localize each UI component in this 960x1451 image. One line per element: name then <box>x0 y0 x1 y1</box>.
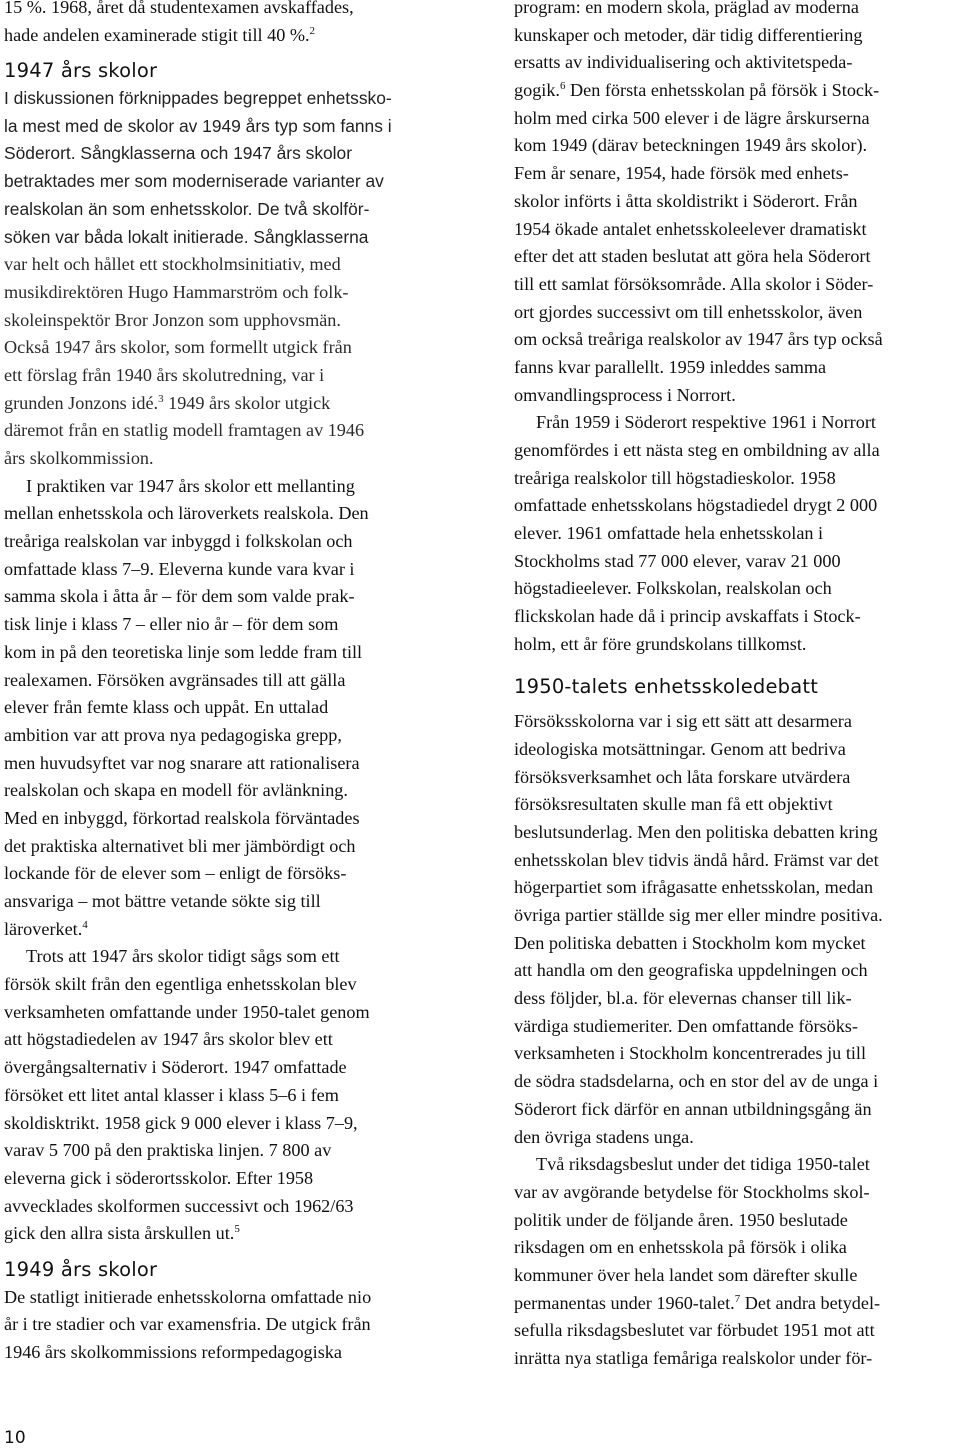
text-line: ersatts av individualisering och aktivitetspeda- <box>514 52 853 73</box>
text-line: de södra stadsdelarna, och en stor del av de unga i <box>514 1071 879 1092</box>
text-line: holm med cirka 500 elever i de lägre årskurserna <box>514 107 870 128</box>
section-paragraph <box>4 85 448 251</box>
text-line: ambition var att prova nya pedagogiska grepp, <box>4 724 342 745</box>
text-line: betraktades mer som moderniserade varianter av <box>4 171 384 192</box>
footnote-marker[interactable]: 6 <box>559 80 566 92</box>
text-line: Försöksskolorna var i sig ett sätt att desarmera <box>514 711 852 732</box>
text-line: tisk linje i klass 7 – eller nio år – för dem som <box>4 614 339 635</box>
text-line <box>514 1290 958 1318</box>
text-line: högerpartiet som ifrågasatte enhetsskolan, medan <box>514 877 874 898</box>
text-line: realexamen. Försöken avgränsades till att gälla <box>4 669 346 690</box>
text-line: kunskaper och metoder, där tidig differentiering <box>514 24 863 45</box>
text-line: men huvudsyftet var nog snarare att rationalisera <box>4 752 360 773</box>
text-line: till ett samlat försöksområde. Alla skolor i Söder- <box>514 273 874 294</box>
text-line: skoleinspektör Bror Jonzon som upphovsmän. <box>4 309 341 330</box>
text-line: års skolkommission. <box>4 448 154 468</box>
section-heading-1950s: 1950-talets enhetsskoledebatt <box>514 674 819 698</box>
section-paragraph-3 <box>4 943 448 1248</box>
text-line: I praktiken var 1947 års skolor ett mellanting <box>26 475 355 496</box>
footnote-marker[interactable]: 5 <box>234 1223 240 1236</box>
text-line: sefulla riksdagsbeslutet var förbudet 1951 mot att <box>514 1320 875 1341</box>
text-line: att handla om den geografiska uppdelningen och <box>514 960 868 981</box>
section-paragraph <box>514 708 958 1151</box>
text-line: 1946 års skolkommissions reformpedagogiska <box>4 1342 342 1362</box>
text-line: kommuner över hela landet som därefter skulle <box>514 1264 858 1285</box>
text-line <box>4 916 448 944</box>
section-paragraph-2 <box>514 1151 958 1373</box>
text-line: var helt och hållet ett stockholmsinitiativ, med <box>4 254 341 275</box>
text-line: ideologiska motsättningar. Genom att bedriva <box>514 738 846 759</box>
text-line: realskolan och skapa en modell för avlänkning. <box>4 780 348 801</box>
text-line: skolor införts i åtta skoldistrikt i Söderort. Från <box>514 190 858 211</box>
text-line: kom in på den teoretiska linje som ledde fram till <box>4 641 363 662</box>
page-number: 10 <box>4 1428 26 1448</box>
text-line: genomfördes i ett nästa steg en ombildning av alla <box>514 440 880 460</box>
text-fragment: Det andra betydel- <box>740 1292 881 1313</box>
text-fragment: grunden Jonzons idé. <box>4 392 159 413</box>
intro-paragraph <box>4 0 448 49</box>
text-line: övriga partier ställde sig mer eller mindre positiva. <box>514 905 883 925</box>
section-paragraph-continued <box>4 251 448 473</box>
text-line: Söderort. Sångklasserna och 1947 års skolor <box>4 143 353 164</box>
text-line: ort gjordes successivt om till enhetsskolor, även <box>514 301 863 322</box>
text-line: skoldisktrikt. 1958 gick 9 000 elever i klass 7–9, <box>4 1112 358 1133</box>
footnote-marker[interactable]: 7 <box>734 1292 741 1305</box>
section-heading-1947: 1947 års skolor <box>4 59 158 83</box>
text-line: lockande för de elever som – enligt de försöks- <box>4 863 347 884</box>
text-line: söken var båda lokalt initierade. Sångklasserna <box>4 226 369 247</box>
text-line: holm, ett år före grundskolans tillkomst. <box>514 633 807 654</box>
text-line: Söderort fick därför en annan utbildningsgång än <box>514 1098 872 1119</box>
text-line: politik under de följande åren. 1950 beslutade <box>514 1209 848 1230</box>
text-line <box>4 1220 448 1248</box>
text-line: efter det att staden beslutat att göra hela Söderort <box>514 246 871 267</box>
text-line: verksamheten i Stockholm koncentrerades ju till <box>514 1043 867 1064</box>
continued-paragraph <box>514 0 958 409</box>
text-line <box>514 77 958 105</box>
text-line: det praktiska alternativet bli mer jämbördigt och <box>4 835 356 856</box>
text-line: omvandlingsprocess i Norrort. <box>514 384 736 405</box>
text-line: Från 1959 i Söderort respektive 1961 i Norrort <box>536 412 876 433</box>
text-line: Två riksdagsbeslut under det tidiga 1950-talet <box>536 1154 870 1175</box>
text-line: avvecklades skolformen successivt och 1962/63 <box>4 1195 354 1216</box>
text-fragment: hade andelen examinerade stigit till 40 %. <box>4 24 310 45</box>
text-line: Trots att 1947 års skolor tidigt sågs som ett <box>26 946 340 967</box>
section-paragraph <box>4 1284 448 1367</box>
text-fragment: läroverket. <box>4 918 83 939</box>
text-line: övergångsalternativ i Söderort. 1947 omfattade <box>4 1057 347 1078</box>
footnote-marker[interactable]: 3 <box>158 392 164 405</box>
text-line: högstadieelever. Folkskolan, realskolan och <box>514 578 832 599</box>
text-line: kom 1949 (därav beteckningen 1949 års skolor). <box>514 135 868 156</box>
text-line: den övriga stadens unga. <box>514 1126 694 1147</box>
text-line: samma skola i åtta år – för dem som valde prak- <box>4 586 355 607</box>
right-column <box>514 0 958 1373</box>
text-line: enhetsskolan blev tidvis ändå hård. Främst var det <box>514 849 879 870</box>
text-line: fanns kvar parallellt. 1959 inleddes samma <box>514 356 827 377</box>
text-line: försök skilt från den egentliga enhetsskolan blev <box>4 974 357 995</box>
section-paragraph-2 <box>514 409 958 658</box>
text-line: försöksresultaten skulle man få ett objektivt <box>514 794 833 815</box>
text-line: beslutsunderlag. Men den politiska debatten kring <box>514 821 878 842</box>
text-line: Fem år senare, 1954, hade försök med enhets- <box>514 163 849 184</box>
text-line: däremot från en statlig modell framtagen av 1946 <box>4 420 365 441</box>
text-line: var av avgörande betydelse för Stockholms skol- <box>514 1181 870 1202</box>
text-line: omfattade enhetsskolans högstadiedel drygt 2 000 <box>514 495 878 516</box>
left-column <box>4 0 448 1367</box>
text-line: Med en inbyggd, förkortad realskola förväntades <box>4 807 360 828</box>
text-line: omfattade klass 7–9. Eleverna kunde vara kvar i <box>4 558 355 579</box>
text-line: ett förslag från 1940 års skolutredning, var i <box>4 364 325 385</box>
text-line: försöksverksamhet och låta forskare utvärdera <box>514 766 851 787</box>
text-line: försöket ett litet antal klasser i klass 5–6 i fem <box>4 1084 339 1105</box>
text-line: 15 %. 1968, året då studentexamen avskaffades, <box>4 0 354 17</box>
text-line: treåriga realskolor till högstadieskolor. 1958 <box>514 467 836 488</box>
text-fragment: Den första enhetsskolan på försök i Stock- <box>565 80 880 101</box>
text-fragment: permanentas under 1960-talet. <box>514 1292 735 1313</box>
section-paragraph-2 <box>4 473 448 944</box>
text-line: inrätta nya statliga femåriga realskolor under för- <box>514 1348 873 1368</box>
text-line: Stockholms stad 77 000 elever, varav 21 000 <box>514 550 841 571</box>
text-line: program: en modern skola, präglad av moderna <box>514 0 859 17</box>
text-line: om också treåriga realskolor av 1947 års typ också <box>514 329 883 350</box>
text-line: Också 1947 års skolor, som formellt utgick från <box>4 337 352 358</box>
text-line <box>4 390 448 418</box>
footnote-marker[interactable]: 4 <box>82 918 88 931</box>
text-line: varav 5 700 på den praktiska linjen. 7 800 av <box>4 1140 332 1161</box>
text-line: flickskolan hade då i princip avskaffats i Stock- <box>514 606 861 627</box>
text-line: eleverna gick i söderortsskolor. Efter 1958 <box>4 1167 314 1188</box>
text-line: musikdirektören Hugo Hammarström och folk- <box>4 281 349 302</box>
text-line: mellan enhetsskola och läroverkets realskola. Den <box>4 503 369 524</box>
text-line: De statligt initierade enhetsskolorna omfattade nio <box>4 1286 372 1307</box>
text-line: riksdagen om en enhetsskola på försök i olika <box>514 1237 847 1258</box>
text-line: elever från femte klass och uppåt. En uttalad <box>4 697 329 718</box>
text-fragment: 1949 års skolor utgick <box>163 392 331 413</box>
text-fragment: gogik. <box>514 80 560 101</box>
text-line: år i tre stadier och var examensfria. De utgick från <box>4 1314 371 1335</box>
footnote-marker[interactable]: 2 <box>309 24 316 37</box>
text-line: verksamheten omfattande under 1950-talet genom <box>4 1001 370 1022</box>
text-line: ansvariga – mot bättre vetande sökte sig till <box>4 891 321 911</box>
text-line: la mest med de skolor av 1949 års typ som fanns i <box>4 115 392 136</box>
text-line: I diskussionen förknippades begreppet enhetssko- <box>4 88 392 109</box>
text-line: realskolan än som enhetsskolor. De två skolför- <box>4 198 370 219</box>
text-line: värdiga studiemeriter. Den omfattande försöks- <box>514 1015 858 1036</box>
text-line: elever. 1961 omfattade hela enhetsskolan i <box>514 523 824 544</box>
text-line: att högstadiedelen av 1947 års skolor blev ett <box>4 1029 333 1050</box>
text-line: treåriga realskolan var inbyggd i folkskolan och <box>4 531 353 552</box>
section-heading-1949: 1949 års skolor <box>4 1257 158 1281</box>
text-fragment: gick den allra sista årskullen ut. <box>4 1223 235 1244</box>
text-line: dess följder, bl.a. för elevernas chanser till lik- <box>514 988 852 1009</box>
text-line: Den politiska debatten i Stockholm kom mycket <box>514 932 866 953</box>
text-line: 1954 ökade antalet enhetsskoleelever dramatiskt <box>514 218 867 239</box>
text-line <box>4 22 448 50</box>
